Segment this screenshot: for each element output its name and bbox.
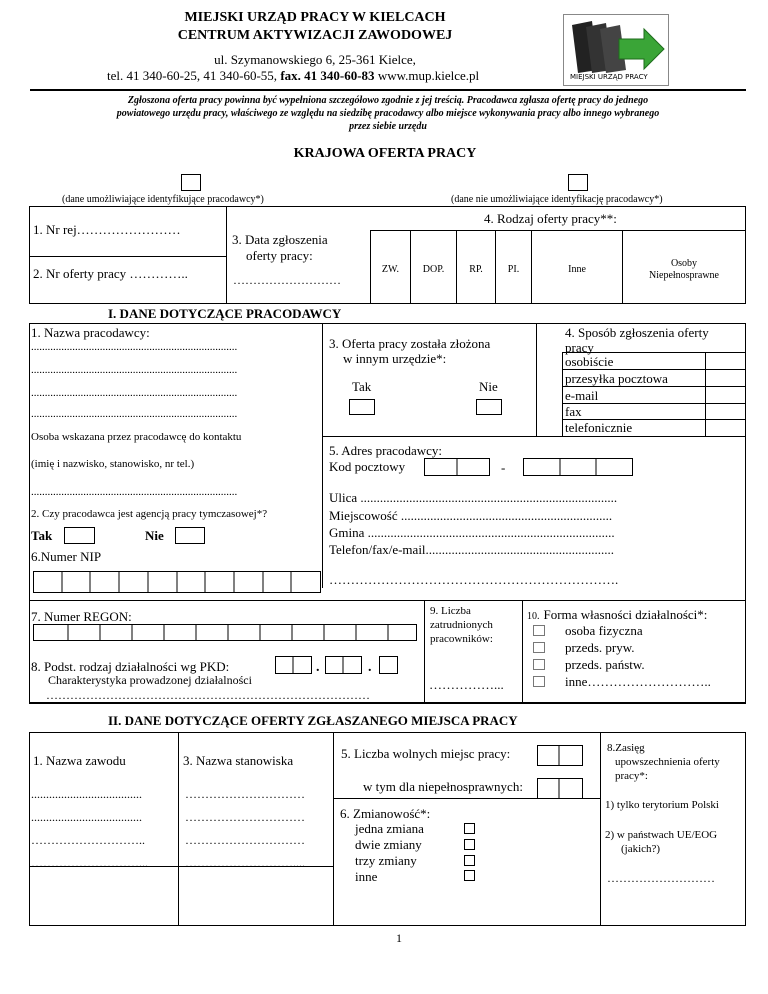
divider xyxy=(226,206,227,304)
nazwa-label: 1. Nazwa pracodawcy: xyxy=(31,325,150,340)
divider xyxy=(322,323,323,588)
gmina-field[interactable]: Gmina ............................................................................ xyxy=(329,525,615,540)
ulica-field[interactable]: Ulica ............................................................................... xyxy=(329,490,618,505)
regon-grid xyxy=(33,624,417,641)
zasieg-jakich: (jakich?) xyxy=(621,843,661,855)
web: www.mup.kielce.pl xyxy=(377,68,480,83)
notice xyxy=(30,94,746,133)
center-name: CENTRUM AKTYWIZACJI ZAWODOWEJ xyxy=(177,28,453,43)
contact-line xyxy=(107,68,527,84)
stanowisko-line[interactable]: ………………………… xyxy=(185,787,305,801)
page-number: 1 xyxy=(396,931,402,945)
zlozona-tak: Tak xyxy=(352,379,372,394)
forma-num: 10. xyxy=(527,611,540,622)
nip-cells[interactable] xyxy=(33,571,321,593)
data-zgloszenia-label-2: oferty pracy: xyxy=(246,248,313,263)
divider xyxy=(424,600,425,703)
header-divider xyxy=(30,89,746,91)
address-extra-line[interactable]: …………………………………………………………. xyxy=(329,572,619,587)
pkd-grid xyxy=(275,656,399,674)
regon-label: 7. Numer REGON: xyxy=(31,609,132,624)
kod-cells-2[interactable] xyxy=(523,458,633,476)
col-dop[interactable]: DOP. xyxy=(422,264,445,275)
logo xyxy=(563,14,669,86)
stanowisko-lines[interactable] xyxy=(185,783,305,875)
liczba-line: pracowników: xyxy=(430,633,493,645)
divider xyxy=(29,703,746,704)
office-name: MIEJSKI URZĄD PRACY W KIELCACH xyxy=(184,10,446,25)
non-ident-label: (dane nie umożliwiające identyfikację pracodawcy*) xyxy=(451,194,663,205)
zawod-line[interactable]: ..................................... xyxy=(31,810,142,824)
zmiana-option: inne xyxy=(355,869,378,884)
sposob-poczta[interactable]: przesyłka pocztowa xyxy=(565,371,668,386)
zlozona-nie: Nie xyxy=(479,379,498,394)
nazwa-line[interactable]: ........................................................................... xyxy=(31,408,238,420)
sposob-telefon[interactable]: telefonicznie xyxy=(565,420,633,435)
zmiana-checkbox[interactable] xyxy=(464,855,475,866)
nr-oferty[interactable]: 2. Nr oferty pracy ………….. xyxy=(33,266,188,281)
zawod-line[interactable]: ……………………….. xyxy=(31,833,145,847)
forma-item-label: osoba fizyczna xyxy=(565,623,643,638)
agency-tak: Tak xyxy=(31,528,53,543)
forma-item[interactable] xyxy=(533,673,711,690)
stanowisko-line[interactable]: ………………………… xyxy=(185,810,305,824)
contact-label-2: (imię i nazwisko, stanowisko, nr tel.) xyxy=(31,458,195,470)
liczba-line: 9. Liczba xyxy=(430,605,471,617)
zawod-line[interactable]: ..................................... xyxy=(31,787,142,801)
col-zw[interactable]: ZW. xyxy=(381,264,400,275)
forma-item[interactable] xyxy=(533,639,711,656)
sposob-email[interactable]: e-mail xyxy=(565,388,599,403)
agency-label: 2. Czy pracodawca jest agencją pracy tymczasowej*? xyxy=(31,508,268,520)
section1-title: I. DANE DOTYCZĄCE PRACODAWCY xyxy=(108,306,342,321)
wolne-label: 5. Liczba wolnych miejsc pracy: xyxy=(341,746,511,761)
svg-text:.: . xyxy=(316,660,320,674)
col-niepelnosprawne: Niepełnosprawne xyxy=(649,270,719,281)
regon-cells[interactable] xyxy=(33,624,417,641)
stanowisko-line[interactable]: ……………………….... xyxy=(185,856,305,870)
nr-rej[interactable]: 1. Nr rej…………………… xyxy=(33,222,181,237)
forma-item[interactable] xyxy=(533,622,711,639)
zawod-line[interactable]: ………………………... xyxy=(31,856,148,870)
zmiana-option: trzy zmiany xyxy=(355,853,417,868)
liczba-field[interactable]: ……………... xyxy=(429,677,504,692)
charakterystyka-label: Charakterystyka prowadzonej działalności xyxy=(48,673,252,687)
forma-title: Forma własności działalności*: xyxy=(543,607,708,622)
telefon-field[interactable]: Telefon/fax/e-mail.......................................................... xyxy=(329,542,615,557)
notice-line: Zgłoszona oferta pracy powinna być wypełniona szczegółowo zgodnie z jej treścią. Pracodawca zgłasza ofertę pracy do jednego xyxy=(127,95,649,106)
zasieg-polska[interactable]: 1) tylko terytorium Polski xyxy=(605,799,719,811)
sposob-label-2: pracy xyxy=(565,340,594,355)
col-rp[interactable]: RP. xyxy=(469,264,483,275)
address: ul. Szymanowskiego 6, 25-361 Kielce, xyxy=(214,52,416,67)
kod-label: Kod pocztowy xyxy=(329,459,406,474)
contact-line[interactable]: ........................................................................... xyxy=(31,486,238,498)
ident-checkbox[interactable] xyxy=(181,174,201,191)
zasieg-line: upowszechnienia oferty xyxy=(615,756,720,768)
top-table xyxy=(29,206,746,304)
zlozona-nie-box[interactable] xyxy=(476,399,502,415)
niepelnosprawni-grid xyxy=(537,778,583,799)
data-zgloszenia-label: 3. Data zgłoszenia xyxy=(232,232,328,247)
zasieg-line: pracy*: xyxy=(615,770,648,782)
divider xyxy=(600,732,601,926)
zmiana-checkbox[interactable] xyxy=(464,839,475,850)
zlozona-label-2: w innym urzędzie*: xyxy=(343,351,447,366)
zmiany-list xyxy=(355,821,424,885)
kod-grid-2 xyxy=(523,458,633,476)
miejscowosc-field[interactable]: Miejscowość ................................................................. xyxy=(329,508,613,523)
zasieg-ue-field[interactable]: ……………………… xyxy=(607,871,715,885)
wolne-grid xyxy=(537,745,583,766)
forma-item-label: przeds. pryw. xyxy=(565,640,635,655)
pkd-cells[interactable] xyxy=(275,656,399,674)
tel: tel. 41 340-60-25, 41 340-60-55, xyxy=(107,68,278,83)
notice-line: przez siebie urzędu xyxy=(349,121,427,132)
nip-label: 6.Numer NIP xyxy=(31,549,102,564)
logo-text: MIEJSKI URZĄD PRACY xyxy=(570,73,648,81)
contact-label: Osoba wskazana przez pracodawcę do kontaktu xyxy=(31,431,242,443)
fax: fax. 41 340-60-83 xyxy=(280,68,375,83)
zawod-label: 1. Nazwa zawodu xyxy=(33,753,126,768)
adres-label: 5. Adres pracodawcy: xyxy=(329,443,442,458)
forma-list xyxy=(533,622,711,690)
zasieg-ue[interactable]: 2) w państwach UE/EOG xyxy=(605,829,718,841)
nazwa-line[interactable]: ........................................................................... xyxy=(31,364,238,376)
sposob-label: 4. Sposób zgłoszenia oferty xyxy=(565,325,709,340)
niepelnosprawni-cells[interactable] xyxy=(537,778,583,799)
forma-item-label: przeds. państw. xyxy=(565,657,645,672)
forma-item[interactable] xyxy=(533,656,711,673)
kod-grid-1 xyxy=(424,458,490,476)
agency-tak-box[interactable] xyxy=(64,527,95,544)
sposob-table xyxy=(562,352,746,436)
divider xyxy=(29,256,226,257)
divider xyxy=(370,230,746,231)
wolne-cells[interactable] xyxy=(537,745,583,766)
section2-title: II. DANE DOTYCZĄCE OFERTY ZGŁASZANEGO MIEJSCA PRACY xyxy=(108,713,518,728)
sposob-fax[interactable]: fax xyxy=(565,404,582,419)
zlozona-tak-box[interactable] xyxy=(349,399,375,415)
nip-grid xyxy=(33,571,321,593)
forma-item-label: inne……………………….. xyxy=(565,674,711,689)
divider xyxy=(29,600,746,601)
col-pi[interactable]: PI. xyxy=(507,264,520,275)
pkd-label: 8. Podst. rodzaj działalności wg PKD: xyxy=(31,659,230,674)
rodzaj-label: 4. Rodzaj oferty pracy**: xyxy=(484,211,617,226)
liczba-label xyxy=(430,604,493,646)
divider xyxy=(322,436,746,437)
nazwa-line[interactable]: ........................................................................... xyxy=(31,387,238,399)
kod-cells-1[interactable] xyxy=(424,458,490,476)
zmiana-option: dwie zmiany xyxy=(355,837,422,852)
zasieg-label xyxy=(607,741,720,783)
kod-dash: - xyxy=(501,460,506,475)
niepelnosprawni-label: w tym dla niepełnosprawnych: xyxy=(363,779,523,794)
sposob-osobiscie[interactable]: osobiście xyxy=(565,354,614,369)
zawod-lines[interactable] xyxy=(31,783,148,875)
notice-line: powiatowego urzędu pracy, właściwego ze względu na siedzibę pracodawcy albo miejsce wykonywania pracy albo innego wybranego xyxy=(116,108,660,119)
data-zgloszenia-field[interactable]: ……………………… xyxy=(233,273,341,287)
agency-nie: Nie xyxy=(145,528,164,543)
agency-nie-box[interactable] xyxy=(175,527,205,544)
zmianowosc-label: 6. Zmianowość*: xyxy=(340,806,431,821)
charakterystyka-line[interactable]: ……………………………………………………………………… xyxy=(46,688,370,702)
divider xyxy=(333,732,334,926)
zmiana-checkbox[interactable] xyxy=(464,870,475,881)
stanowisko-label: 3. Nazwa stanowiska xyxy=(183,753,294,768)
divider xyxy=(178,732,179,926)
liczba-line: zatrudnionych xyxy=(430,619,493,631)
col-inne[interactable]: Inne xyxy=(568,264,586,275)
nazwa-line[interactable]: ........................................................................... xyxy=(31,341,238,353)
zlozona-label: 3. Oferta pracy została złożona xyxy=(329,336,491,351)
zmiana-option: jedna zmiana xyxy=(355,821,424,836)
zmiana-checkbox[interactable] xyxy=(464,823,475,834)
divider xyxy=(522,600,523,703)
stanowisko-line[interactable]: ………………………… xyxy=(185,833,305,847)
form-title: KRAJOWA OFERTA PRACY xyxy=(293,146,477,161)
ident-label: (dane umożliwiające identyfikujące pracodawcy*) xyxy=(62,194,264,205)
zasieg-line: 8.Zasięg xyxy=(607,742,645,754)
col-osoby[interactable]: Osoby xyxy=(670,258,698,269)
non-ident-checkbox[interactable] xyxy=(568,174,588,191)
svg-text:.: . xyxy=(368,660,372,674)
